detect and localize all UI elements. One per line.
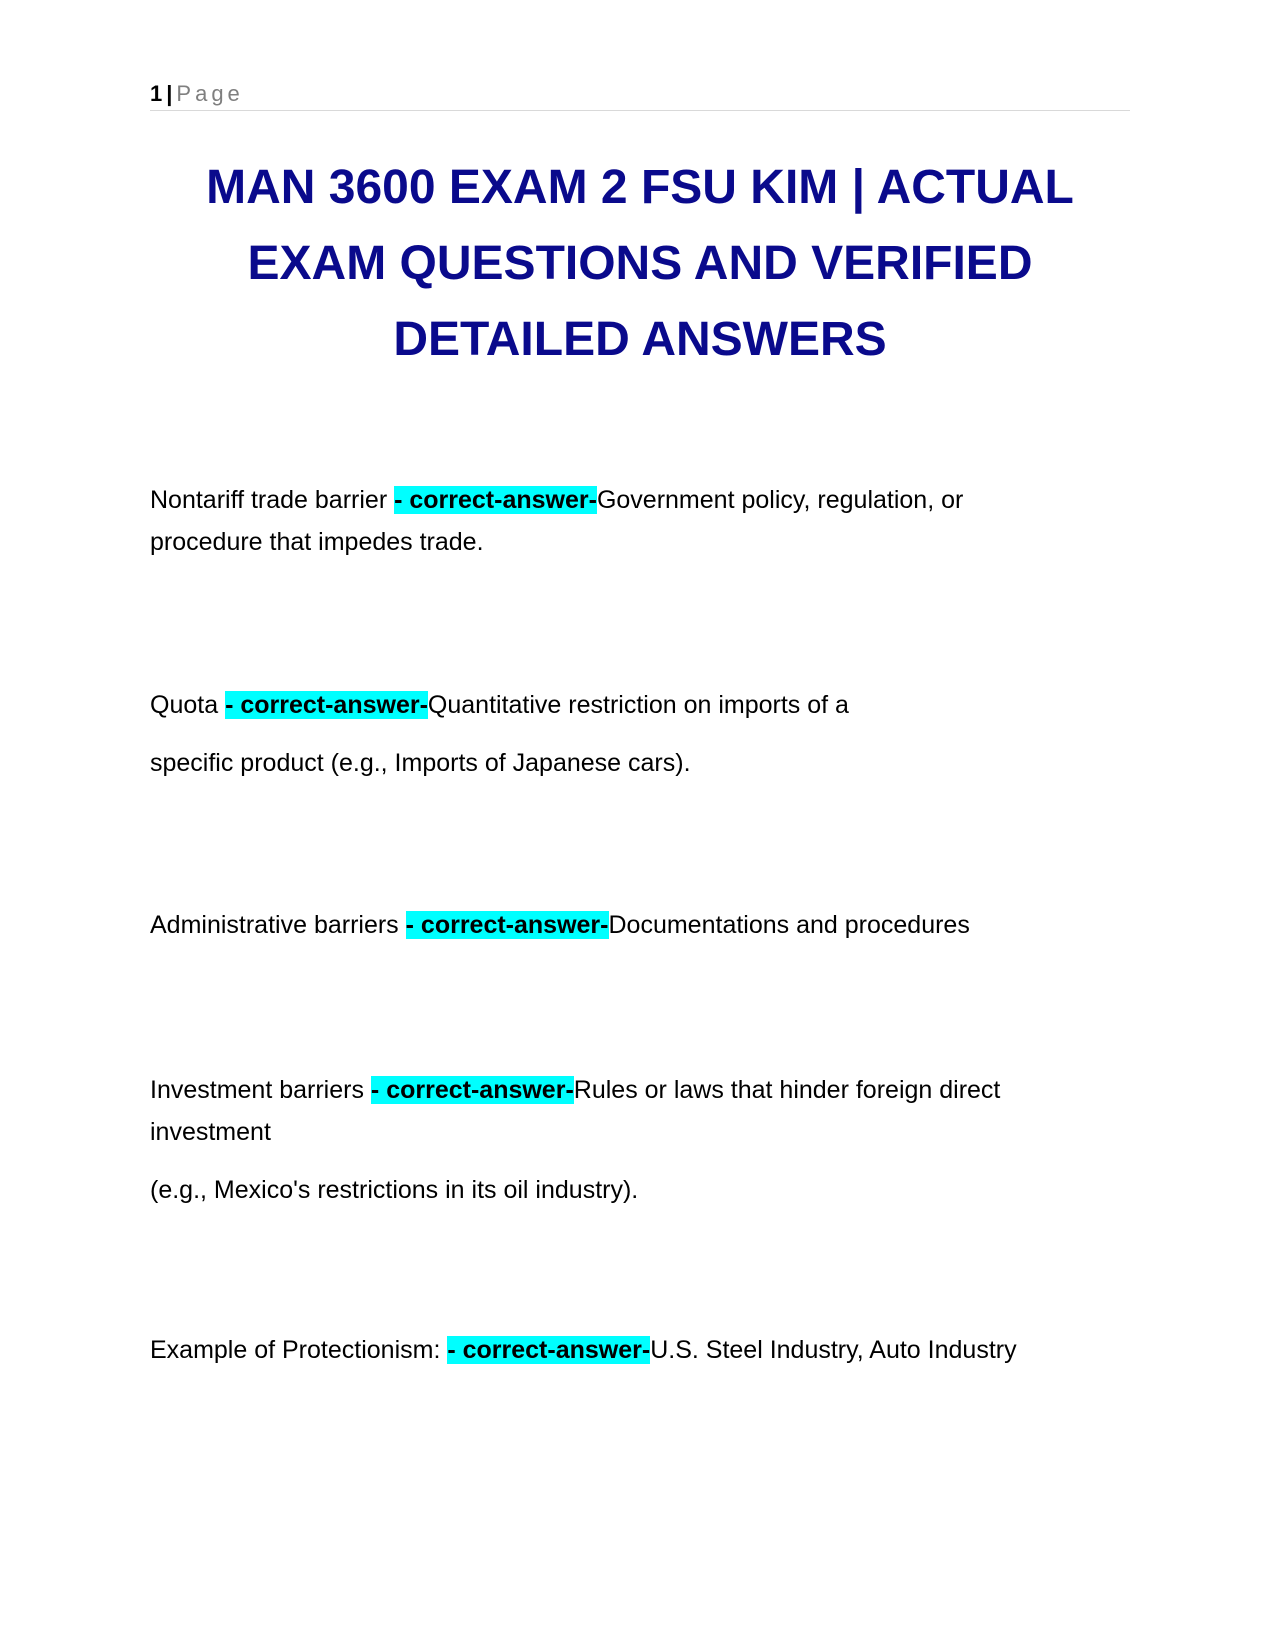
qa-line [150,1069,1110,1111]
qa-line [150,684,1110,726]
qa-answer: Government policy, regulation, or [596,486,964,514]
qa-answer-continued: investment [150,1118,271,1146]
title-line-2: EXAM QUESTIONS AND VERIFIED [247,237,1033,290]
document-title [150,150,1130,378]
qa-answer-example: (e.g., Mexico's restrictions in its oil industry). [150,1176,639,1204]
qa-answer: Quantitative restriction on imports of a [427,691,849,719]
qa-item-investment [150,1069,1110,1211]
qa-answer: Documentations and procedures [608,911,970,939]
qa-answer-continued: specific product (e.g., Imports of Japanese cars). [150,749,691,777]
title-line-3: DETAILED ANSWERS [393,313,887,366]
correct-answer-marker: - correct-answer- [370,1076,574,1104]
page-separator: | [166,81,173,106]
correct-answer-marker: - correct-answer- [405,911,609,939]
qa-answer: Rules or laws that hinder foreign direct [573,1076,1001,1104]
page-number: 1 [150,81,163,106]
qa-term: Nontariff trade barrier [150,486,395,514]
qa-item-protectionism [150,1329,1110,1371]
title-line-1: MAN 3600 EXAM 2 FSU KIM | ACTUAL [206,161,1074,214]
qa-item-administrative [150,904,1110,946]
qa-line [150,904,1110,946]
qa-item-quota [150,684,1110,784]
qa-line [150,1329,1110,1371]
qa-answer: U.S. Steel Industry, Auto Industry [650,1336,1017,1364]
qa-term: Administrative barriers [150,911,406,939]
qa-term: Example of Protectionism: [150,1336,448,1364]
qa-term: Investment barriers [150,1076,371,1104]
qa-term: Quota [150,691,226,719]
page-label: Page [176,81,244,106]
correct-answer-marker: - correct-answer- [394,486,597,514]
qa-answer-continued: procedure that impedes trade. [150,528,484,556]
page-header [150,78,1130,111]
qa-item-nontariff [150,479,1110,563]
correct-answer-marker: - correct-answer- [225,691,428,719]
correct-answer-marker: - correct-answer- [447,1336,651,1364]
qa-line [150,479,1110,521]
